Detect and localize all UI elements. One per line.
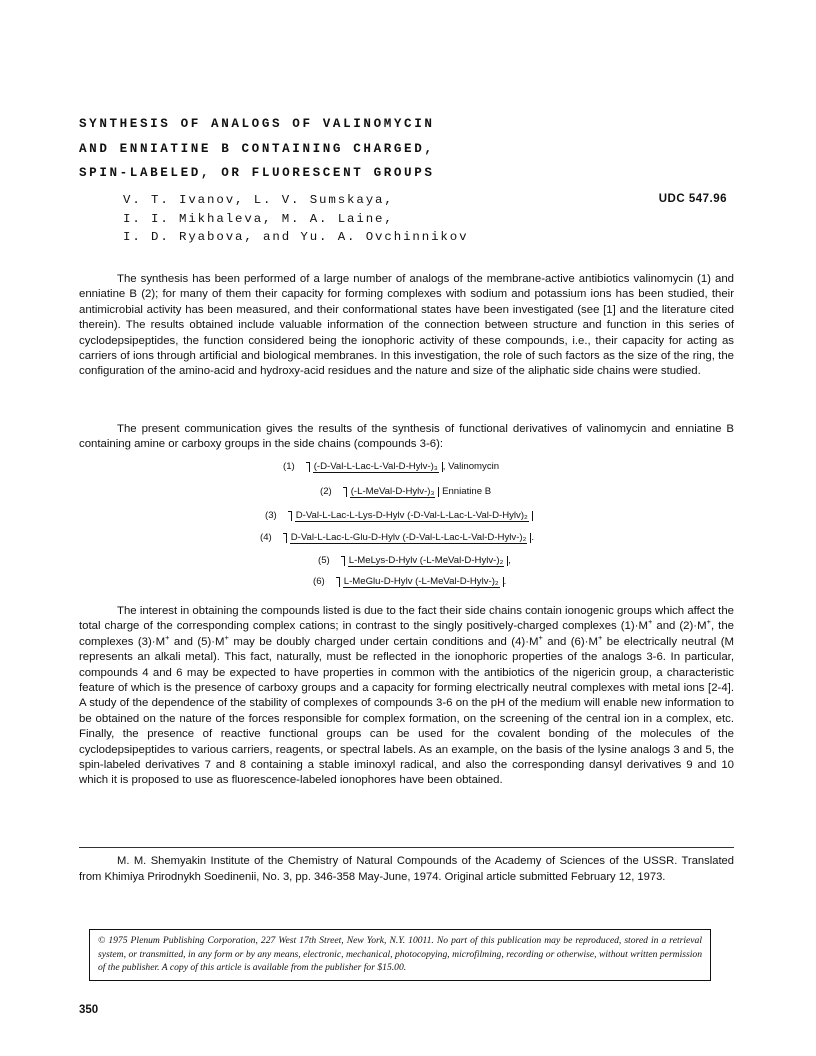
formula-body: L-MeGlu-D-Hylv (-L-MeVal-D-Hylv-)₂ [339,577,504,587]
affiliation-footnote: M. M. Shemyakin Institute of the Chemistry of Natural Compounds of the Academy of Sciences of the USSR. Translated from Khimiya Prirodnykh Soedinenii, No. 3, pp. 346-358 May-June, 1974. Original article submitted February 12, 1973. [79,855,734,883]
formula-3 [265,510,533,521]
paragraph-compounds: The present communication gives the results of the synthesis of functional derivatives of valinomycin and enniatine B containing amine or carboxy groups in the side chains (compounds 3-6): [79,423,734,451]
formula-suffix: , [508,555,511,566]
formula-body: L-MeLys-D-Hylv (-L-MeVal-D-Hylv-)₂ [344,556,509,566]
charge-superscript: + [597,633,603,643]
formula-suffix: . [503,576,507,587]
formula-number: (6) [313,576,325,587]
paragraph-text: , the complexes (3)·M [79,620,734,648]
charge-superscript: + [706,617,711,627]
paragraph-text: be electrically neutral (M represents an alkali metal). This fact, naturally, must be reflected in the ionophoric properties of the analogs 3-6. In particular, compounds 4 and 6 may be expected to have properties in common with the antibiotics of the nigericin group, a characteristic feature of which is the presence of carboxy groups and a capacity for forming electrically neutral complexes with metal ions [2-4]. A study of the dependence of the stability of complexes of compounds 3-6 on the pH of the medium will enable new information to be obtained on the nature of the forces responsible for complex formation, on the screening of the central ion in a complex, etc. Finally, the presence of reactive functional groups can be used for the covalent bonding of the molecules of the cyclodepsipeptides to various carriers, reagents, or spectral labels. As an example, on the basis of the lysine analogs 3 and 5, the spin-labeled derivatives 7 and 8 containing a stable iminoxyl radical, and also the corresponding dansyl derivatives 9 and 10 which it is proposed to use as fluorescence-labeled ionophores have been obtained. [79,635,734,787]
formula-body: (-L-MeVal-D-Hylv-)₃ [346,487,440,497]
paragraph-text: The interest in obtaining the compounds listed is due to the fact their side chains contain ionogenic groups which affect the total charge of the corresponding complex cations; in contrast to the singly positively-charged complexes (1)·M [79,605,734,633]
formula-body: D-Val-L-Lac-L-Glu-D-Hylv (-D-Val-L-Lac-L-Val-D-Hylv-)₂ [286,533,532,543]
charge-superscript: + [165,633,170,643]
formula-number: (4) [260,532,272,543]
formula-suffix: Enniatine B [439,486,492,497]
formula-suffix: . [531,532,534,543]
formula-number: (1) [283,461,295,472]
formula-number: (3) [265,510,277,521]
charge-superscript: + [224,633,229,643]
paragraph-text: and (5)·M [169,635,225,648]
formula-4 [260,532,534,543]
authors-line-2: I. I. Mikhaleva, M. A. Laine, [123,212,394,226]
authors-line-1: V. T. Ivanov, L. V. Sumskaya, [123,193,394,207]
footnote-divider [79,847,734,848]
formula-body: (-D-Val-L-Lac-L-Val-D-Hylv-)₃ [309,462,443,472]
formula-2 [320,486,491,497]
formula-6 [313,576,506,587]
formula-1 [283,461,499,472]
formula-suffix: , Valinomycin [442,461,500,472]
title-line-2: AND ENNIATINE B CONTAINING CHARGED, [79,142,435,156]
udc-code: UDC 547.96 [658,193,727,205]
formula-number: (5) [318,555,330,566]
paragraph-text: and (2)·M [652,620,707,633]
copyright-notice: © 1975 Plenum Publishing Corporation, 227 West 17th Street, New York, N.Y. 10011. No part of this publication may be reproduced, stored in a retrieval system, or transmitted, in any form or by any means, electronic, mechanical, photocopying, microfilming, recording or otherwise, without written permission of the publisher. A copy of this article is available from the publisher for $15.00. [89,929,711,981]
paragraph-text: may be doubly charged under certain conditions and (4)·M [228,635,539,648]
authors-line-3: I. D. Ryabova, and Yu. A. Ovchinnikov [123,230,469,244]
title-line-3: SPIN-LABELED, OR FLUORESCENT GROUPS [79,166,435,180]
formula-number: (2) [320,486,332,497]
charge-superscript: + [538,633,543,643]
paragraph-interest [79,604,734,789]
paragraph-text: and (6)·M [542,635,598,648]
page-number: 350 [79,1004,99,1016]
formula-body: D-Val-L-Lac-L-Lys-D-Hylv (-D-Val-L-Lac-L-Val-D-Hylv)₂ [291,511,533,521]
title-line-1: SYNTHESIS OF ANALOGS OF VALINOMYCIN [79,117,435,131]
paragraph-intro: The synthesis has been performed of a large number of analogs of the membrane-active antibiotics valinomycin (1) and enniatine B (2); for many of them their capacity for forming complexes with sodium and potassium ions has been studied, their antimicrobial activity has been measured, and their conformational states have been investigated (see [1] and the literature cited therein). The results obtained include valuable information of the connection between structure and function in this series of cyclodepsipeptides, the function considered being the ionophoric activity of these compounds, i.e., their capacity for acting as carriers of ions through artificial and biological membranes. In this investigation, the role of such factors as the size of the ring, the configuration of the amino-acid and hydroxy-acid residues and the nature and size of the aliphatic side chains were studied. [79,273,734,378]
formula-5 [318,555,511,566]
charge-superscript: + [647,617,653,627]
